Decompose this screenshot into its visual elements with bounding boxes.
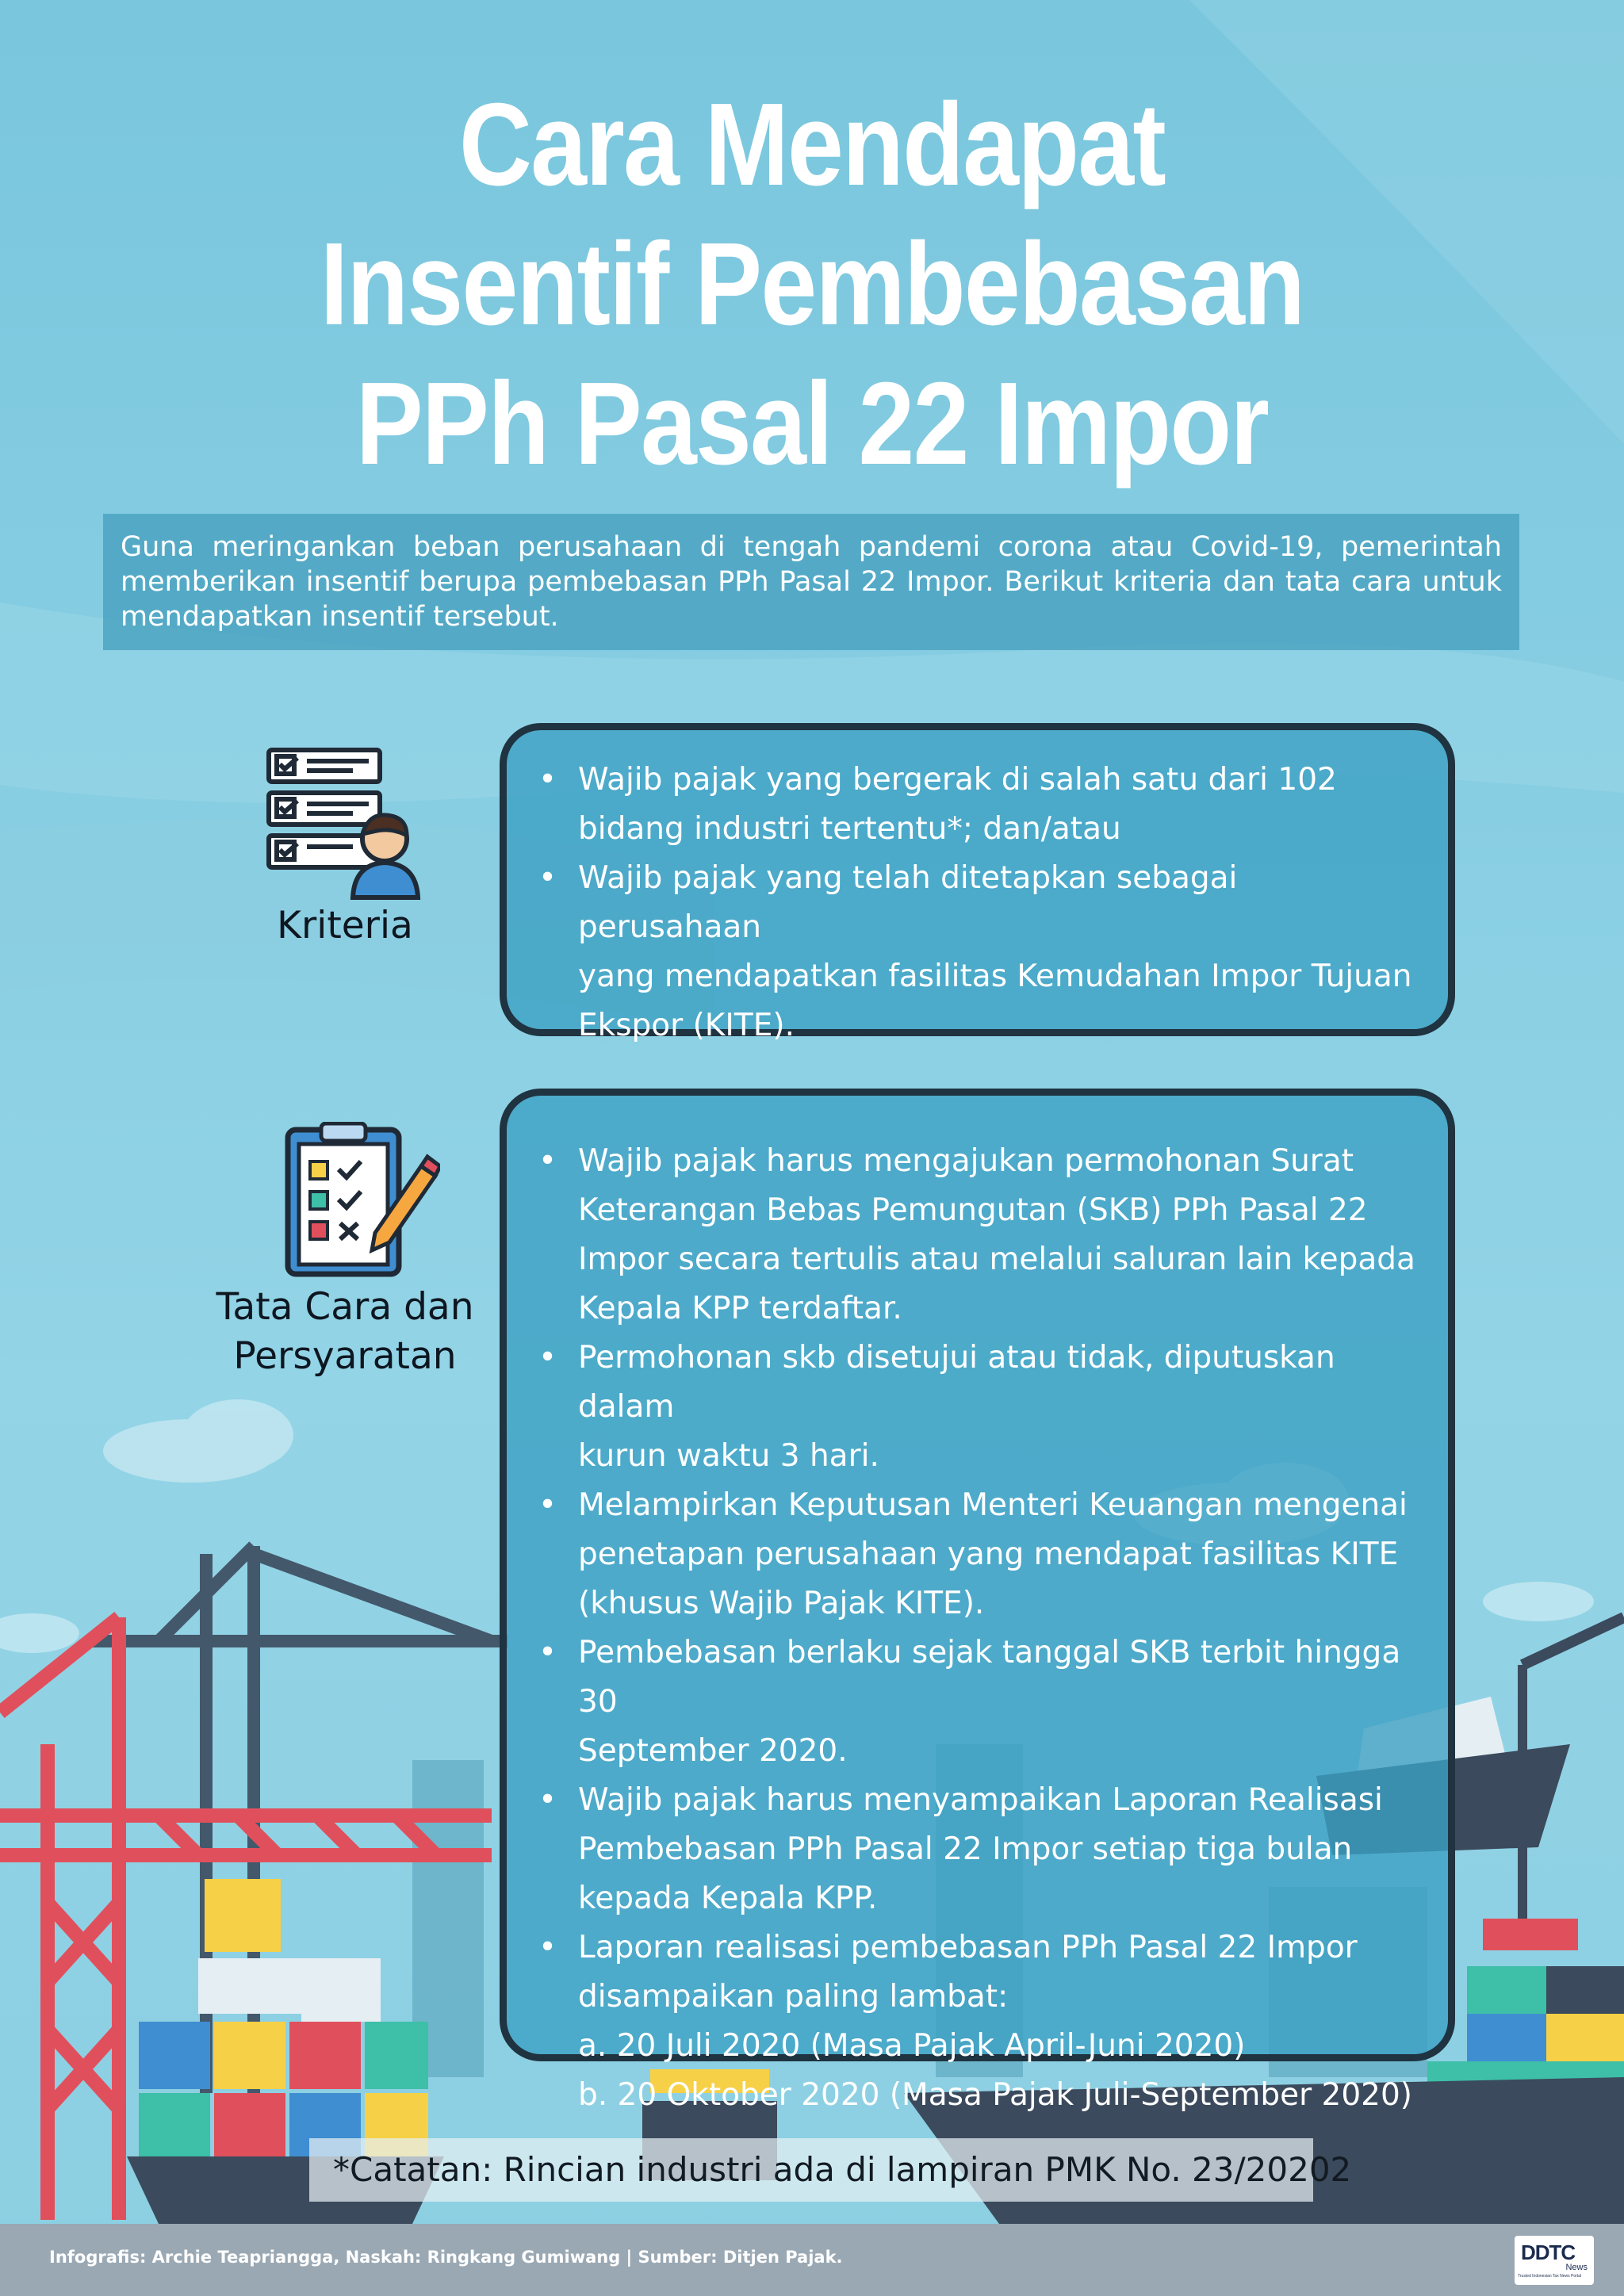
list-item-line: Laporan realisasi pembebasan PPh Pasal 22 Impor [578, 1930, 1358, 1965]
sub-item-b: b. 20 Oktober 2020 (Masa Pajak Juli-September 2020) [578, 2077, 1412, 2113]
list-item-line: Impor secara tertulis atau melalui saluran lain kepada [578, 1242, 1415, 1277]
list-item-line: kurun waktu 3 hari. [578, 1438, 879, 1474]
tata-cara-box [500, 1089, 1455, 2113]
list-item: • Pembebasan berlaku sejak tanggal SKB terbit hingga 30 September 2020. [538, 1635, 1401, 1769]
ddtc-news-logo [1515, 2236, 1594, 2285]
footer-bar [0, 2224, 1624, 2296]
list-item-line: kepada Kepala KPP. [578, 1881, 878, 1916]
list-item: • Wajib pajak yang telah ditetapkan sebagai perusahaan yang mendapatkan fasilitas Kemudahan Impor Tujuan Ekspor (KITE). [538, 860, 1412, 1043]
kriteria-label: Kriteria [277, 904, 413, 947]
list-item-line: Permohonan skb disetujui atau tidak, diputuskan dalam [578, 1340, 1335, 1425]
logo-sub-text: News [1565, 2263, 1588, 2272]
logo-text: DDTC [1521, 2241, 1576, 2264]
intro-paragraph: Guna meringankan beban perusahaan di tengah pandemi corona atau Covid-19, pemerintah memberikan insentif berupa pembebasan PPh Pasal 22 Impor. Berikut kriteria dan tata cara untuk mendapatkan insentif tersebut. [103, 514, 1519, 650]
title-line-3: PPh Pasal 22 Impor [355, 358, 1269, 489]
page-title [113, 75, 1510, 494]
list-item-line: September 2020. [578, 1733, 848, 1769]
sub-item-a: a. 20 Juli 2020 (Masa Pajak April-Juni 2020) [578, 2028, 1246, 2064]
title-line-2: Insentif Pembebasan [320, 219, 1304, 350]
footer-credits: Infografis: Archie Teaprianggа, Naskah: Ringkang Gumiwang | Sumber: Ditjen Pajak. [49, 2248, 843, 2267]
tata-cara-label-line-1: Tata Cara dan [216, 1285, 474, 1329]
title-line-1: Cara Mendapat [458, 79, 1166, 210]
list-item: • Permohonan skb disetujui atau tidak, diputuskan dalam kurun waktu 3 hari. [538, 1340, 1335, 1474]
tata-cara-label-line-2: Persyaratan [233, 1334, 457, 1378]
kriteria-box [500, 723, 1455, 1043]
footnote: *Catatan: Rincian industri ada di lampiran PMK No. 23/20202 [309, 2138, 1313, 2202]
list-item-line: Wajib pajak yang bergerak di salah satu dari 102 [578, 762, 1337, 798]
list-item-line: Wajib pajak yang telah ditetapkan sebagai perusahaan [578, 860, 1238, 945]
list-item: • Wajib pajak yang bergerak di salah satu dari 102 bidang industri tertentu*; dan/atau [538, 762, 1337, 847]
list-item-line: Pembebasan berlaku sejak tanggal SKB terbit hingga 30 [578, 1635, 1401, 1720]
list-item-line: (khusus Wajib Pajak KITE). [578, 1586, 985, 1621]
list-item-line: yang mendapatkan fasilitas Kemudahan Impor Tujuan [578, 959, 1412, 994]
list-item: • Wajib pajak harus menyampaikan Laporan Realisasi Pembebasan PPh Pasal 22 Impor setiap tiga bulan kepada Kepala KPP. [538, 1782, 1383, 1916]
list-item-line: Ekspor (KITE). [578, 1008, 795, 1043]
list-item: • Laporan realisasi pembebasan PPh Pasal 22 Impor disampaikan paling lambat: [538, 1930, 1358, 2015]
list-item: • Melampirkan Keputusan Menteri Keuangan mengenai penetapan perusahaan yang mendapat fasilitas KITE (khusus Wajib Pajak KITE). [538, 1487, 1408, 1621]
list-item-line: Keterangan Bebas Pemungutan (SKB) PPh Pasal 22 [578, 1192, 1368, 1228]
list-item-line: Pembebasan PPh Pasal 22 Impor setiap tiga bulan [578, 1831, 1353, 1867]
list-item-line: Kepala KPP terdaftar. [578, 1291, 902, 1326]
list-item-line: Wajib pajak harus mengajukan permohonan Surat [578, 1143, 1354, 1179]
clipboard-checklist-icon [282, 1122, 440, 1280]
checklist-person-icon [266, 745, 424, 900]
list-item: • Wajib pajak harus mengajukan permohonan Surat Keterangan Bebas Pemungutan (SKB) PPh Pasal 22 Impor secara tertulis atau melalui saluran lain kepada Kepala KPP terdaftar. [538, 1143, 1415, 1326]
list-item-line: disampaikan paling lambat: [578, 1979, 1009, 2015]
tata-cara-label [198, 1283, 492, 1381]
logo-tagline: Trusted Indonesian Tax News Portal [1518, 2274, 1582, 2279]
list-item-line: penetapan perusahaan yang mendapat fasilitas KITE [578, 1536, 1399, 1572]
list-item-line: Wajib pajak harus menyampaikan Laporan Realisasi [578, 1782, 1383, 1818]
list-item-line: Melampirkan Keputusan Menteri Keuangan mengenai [578, 1487, 1408, 1523]
list-item-line: bidang industri tertentu*; dan/atau [578, 811, 1121, 847]
